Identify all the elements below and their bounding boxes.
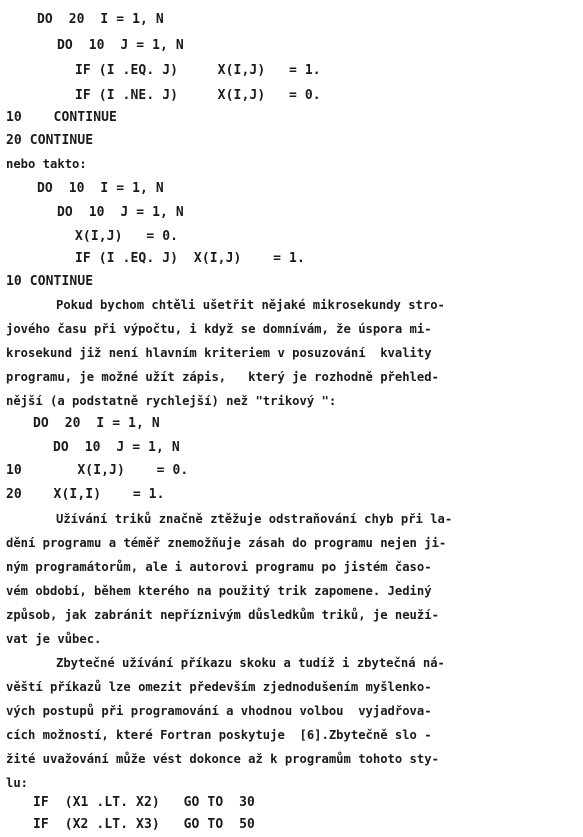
code-line-do10: DO 10 J = 1, N xyxy=(57,38,184,53)
paragraph-line: jového času při výpočtu, i když se domnívám, že úspora mi- xyxy=(6,322,432,336)
paragraph-line: Zbytečné užívání příkazu skoku a tudíž i zbytečná ná- xyxy=(56,656,445,670)
paragraph-line: Užívání triků značně ztěžuje odstraňování chyb při la- xyxy=(56,512,453,526)
code-line-do10-2: DO 10 J = 1, N xyxy=(53,440,180,455)
paragraph-line: věští příkazů lze omezit především zjednodušením myšlenko- xyxy=(6,680,432,694)
paragraph-line: dění programu a téměř znemožňuje zásah do programu nejen ji- xyxy=(6,536,447,550)
paragraph-line: lu: xyxy=(6,776,29,790)
code-line-10-continue-2: 10 CONTINUE xyxy=(6,274,94,289)
code-line-if-x2-x3: IF (X2 .LT. X3) GO TO 50 xyxy=(33,817,255,832)
paragraph-line: nější (a podstatně rychlejší) než "trikový ": xyxy=(6,394,337,408)
paragraph-line: ným programátorům, ale i autorovi programu po jistém časo- xyxy=(6,560,432,574)
paragraph-line: způsob, jak zabránit nepříznivým důsledkům triků, je neuží- xyxy=(6,608,439,622)
code-line-x-zero: X(I,J) = 0. xyxy=(75,229,179,244)
code-line-if-eq-2: IF (I .EQ. J) X(I,J) = 1. xyxy=(75,251,305,266)
paragraph-line: krosekund již není hlavním kriteriem v posuzování kvality xyxy=(6,346,432,360)
paragraph-line: Pokud bychom chtěli ušetřit nějaké mikrosekundy stro- xyxy=(56,298,445,312)
paragraph-line: programu, je možné užít zápis, který je rozhodně přehled- xyxy=(6,370,439,384)
code-line-if-eq: IF (I .EQ. J) X(I,J) = 1. xyxy=(75,63,321,78)
code-line-do20-2: DO 20 I = 1, N xyxy=(33,416,160,431)
paragraph-line: vat je vůbec. xyxy=(6,632,102,646)
code-line-20-continue: 20 CONTINUE xyxy=(6,133,94,148)
code-line-do20: DO 20 I = 1, N xyxy=(37,12,164,27)
paragraph-line: vých postupů při programování a vhodnou volbou vyjadřova- xyxy=(6,704,432,718)
paragraph-line: žité uvažování může vést dokonce až k programům tohoto sty- xyxy=(6,752,439,766)
code-line-10-x-zero: 10 X(I,J) = 0. xyxy=(6,463,189,478)
code-line-10-continue: 10 CONTINUE xyxy=(6,110,117,125)
code-line-do10-i: DO 10 I = 1, N xyxy=(37,181,164,196)
code-line-if-x1-x2: IF (X1 .LT. X2) GO TO 30 xyxy=(33,795,255,810)
code-line-if-ne: IF (I .NE. J) X(I,J) = 0. xyxy=(75,88,321,103)
text-line-nebo-takto: nebo takto: xyxy=(6,157,87,171)
paragraph-line: vém období, během kterého na použitý trik zapomene. Jediný xyxy=(6,584,432,598)
code-line-do10-j: DO 10 J = 1, N xyxy=(57,205,184,220)
code-line-20-x-one: 20 X(I,I) = 1. xyxy=(6,487,165,502)
paragraph-line: cích možností, které Fortran poskytuje [6].Zbytečně slo - xyxy=(6,728,432,742)
